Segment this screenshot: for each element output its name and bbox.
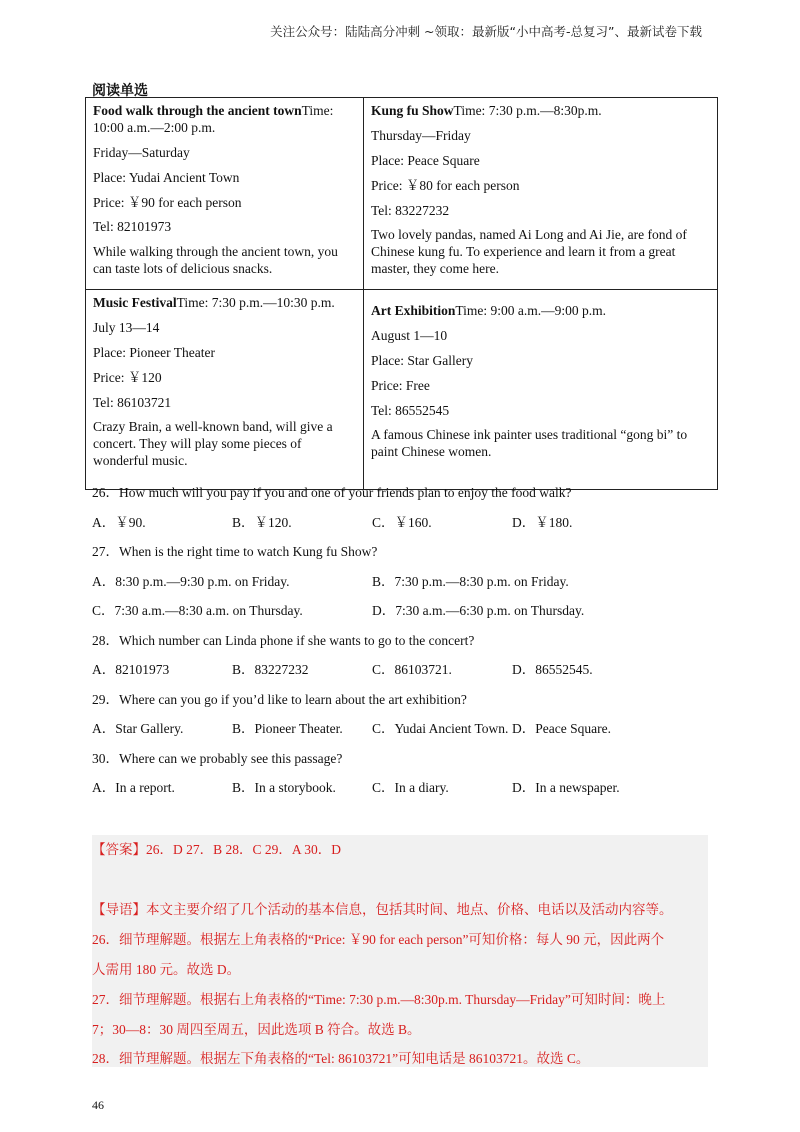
event-tel: Tel: 86552545	[371, 402, 450, 418]
option: A．8:30 p.m.—9:30 p.m. on Friday.	[92, 573, 290, 589]
option: A．82101973	[92, 662, 170, 677]
option: C．Yudai Ancient Town.	[372, 721, 509, 736]
option-row	[92, 660, 732, 690]
event-description: Crazy Brain, a well-known band, will give a concert. They will play some pieces of wonderful music.	[93, 419, 333, 469]
option: D．￥180.	[512, 514, 573, 530]
event-tel: Tel: 83227232	[371, 202, 450, 218]
event-title: Kung fu Show	[371, 103, 454, 118]
event-title: Art Exhibition	[371, 303, 456, 318]
event-price: Price: ￥120	[93, 369, 162, 385]
explanation-27-line-1: 27．细节理解题。根据右上角表格的“Time: 7:30 p.m.—8:30p.m. Thursday—Friday”可知时间：晚上	[92, 992, 666, 1007]
event-description: Two lovely pandas, named Ai Long and Ai Jie, are fond of Chinese kung fu. To experience and learn it from a great master, they come here.	[371, 227, 687, 277]
event-days: Friday—Saturday	[93, 144, 190, 160]
option: C．In a diary.	[372, 780, 449, 795]
event-tel: Tel: 82101973	[93, 219, 172, 235]
event-place: Place: Peace Square	[371, 152, 480, 168]
event-tel: Tel: 86103721	[93, 394, 172, 410]
option: A．Star Gallery.	[92, 721, 184, 736]
event-cell-kung-fu-show	[364, 98, 718, 290]
option-row	[92, 778, 732, 808]
option: C．86103721.	[372, 662, 452, 677]
event-days: August 1—10	[371, 327, 448, 343]
page-header: 关注公众号：陆陆高分冲刺 ~领取：最新版“小中高考-总复习”、最新试卷下载	[270, 24, 702, 39]
option-row	[92, 572, 732, 602]
question-list	[92, 483, 732, 808]
option: B．7:30 p.m.—8:30 p.m. on Friday.	[372, 573, 569, 589]
option: C．￥160.	[372, 514, 432, 530]
event-place: Place: Pioneer Theater	[93, 344, 215, 360]
explanation-26-line-2: 人需用 180 元。故选 D。	[92, 962, 241, 977]
event-time: Time: 7:30 p.m.—8:30p.m.	[453, 103, 602, 118]
page-number: 46	[92, 1098, 104, 1112]
event-price: Price: ￥80 for each person	[371, 177, 520, 193]
option: D．86552545.	[512, 662, 593, 677]
event-time: Time: 9:00 a.m.—9:00 p.m.	[455, 303, 607, 318]
event-description: A famous Chinese ink painter uses traditional “gong bi” to paint Chinese women.	[371, 427, 688, 460]
answer-explanation-box	[92, 835, 708, 1067]
event-days: July 13—14	[93, 319, 160, 335]
option: B．Pioneer Theater.	[232, 721, 343, 736]
question-stem: 28．Which number can Linda phone if she wants to go to the concert?	[92, 632, 475, 648]
event-cell-food-walk	[86, 98, 364, 290]
option: A．￥90.	[92, 514, 146, 530]
event-days: Thursday—Friday	[371, 127, 471, 143]
event-title: Music Festival	[93, 295, 177, 310]
section-title: 阅读单选	[92, 83, 148, 99]
question-stem: 30．Where can we probably see this passage?	[92, 750, 343, 766]
event-cell-music-festival	[86, 290, 364, 490]
event-time: Time: 7:30 p.m.—10:30 p.m.	[176, 295, 335, 310]
event-price: Price: ￥90 for each person	[93, 194, 242, 210]
option: D．In a newspaper.	[512, 780, 620, 795]
event-place: Place: Yudai Ancient Town	[93, 169, 240, 185]
question-stem: 26．How much will you pay if you and one of your friends plan to enjoy the food walk?	[92, 485, 572, 500]
event-time: Time: 10:00 a.m.—2:00 p.m.	[93, 103, 334, 135]
option: B．￥120.	[232, 514, 292, 530]
guide-text: 【导语】本文主要介绍了几个活动的基本信息，包括其时间、地点、价格、电话以及活动内容等。	[92, 902, 673, 917]
option: B．83227232	[232, 662, 309, 677]
option: D．Peace Square.	[512, 721, 611, 736]
option-row	[92, 513, 732, 543]
events-table	[85, 97, 718, 490]
option-row	[92, 719, 732, 749]
option: C．7:30 a.m.—8:30 a.m. on Thursday.	[92, 603, 303, 618]
explanation-27-line-2: 7；30—8：30 周四至周五，因此选项 B 符合。故选 B。	[92, 1022, 421, 1037]
question-stem: 27．When is the right time to watch Kung fu Show?	[92, 544, 378, 559]
event-title: Food walk through the ancient town	[93, 103, 302, 118]
option: D．7:30 a.m.—6:30 p.m. on Thursday.	[372, 603, 585, 618]
explanation-26-line-1: 26．细节理解题。根据左上角表格的“Price: ￥90 for each person”可知价格：每人 90 元，因此两个	[92, 932, 665, 947]
event-description: While walking through the ancient town, you can taste lots of delicious snacks.	[93, 244, 338, 277]
answer-key: 【答案】26．D 27．B 28．C 29．A 30．D	[92, 842, 342, 857]
option: A．In a report.	[92, 780, 175, 795]
event-cell-art-exhibition	[364, 290, 718, 490]
event-price: Price: Free	[371, 377, 430, 393]
question-stem: 29．Where can you go if you’d like to learn about the art exhibition?	[92, 691, 467, 707]
option: B．In a storybook.	[232, 780, 336, 795]
option-row	[92, 601, 732, 631]
explanation-28: 28．细节理解题。根据左下角表格的“Tel: 86103721”可知电话是 86103721。故选 C。	[92, 1051, 590, 1066]
event-place: Place: Star Gallery	[371, 352, 473, 368]
